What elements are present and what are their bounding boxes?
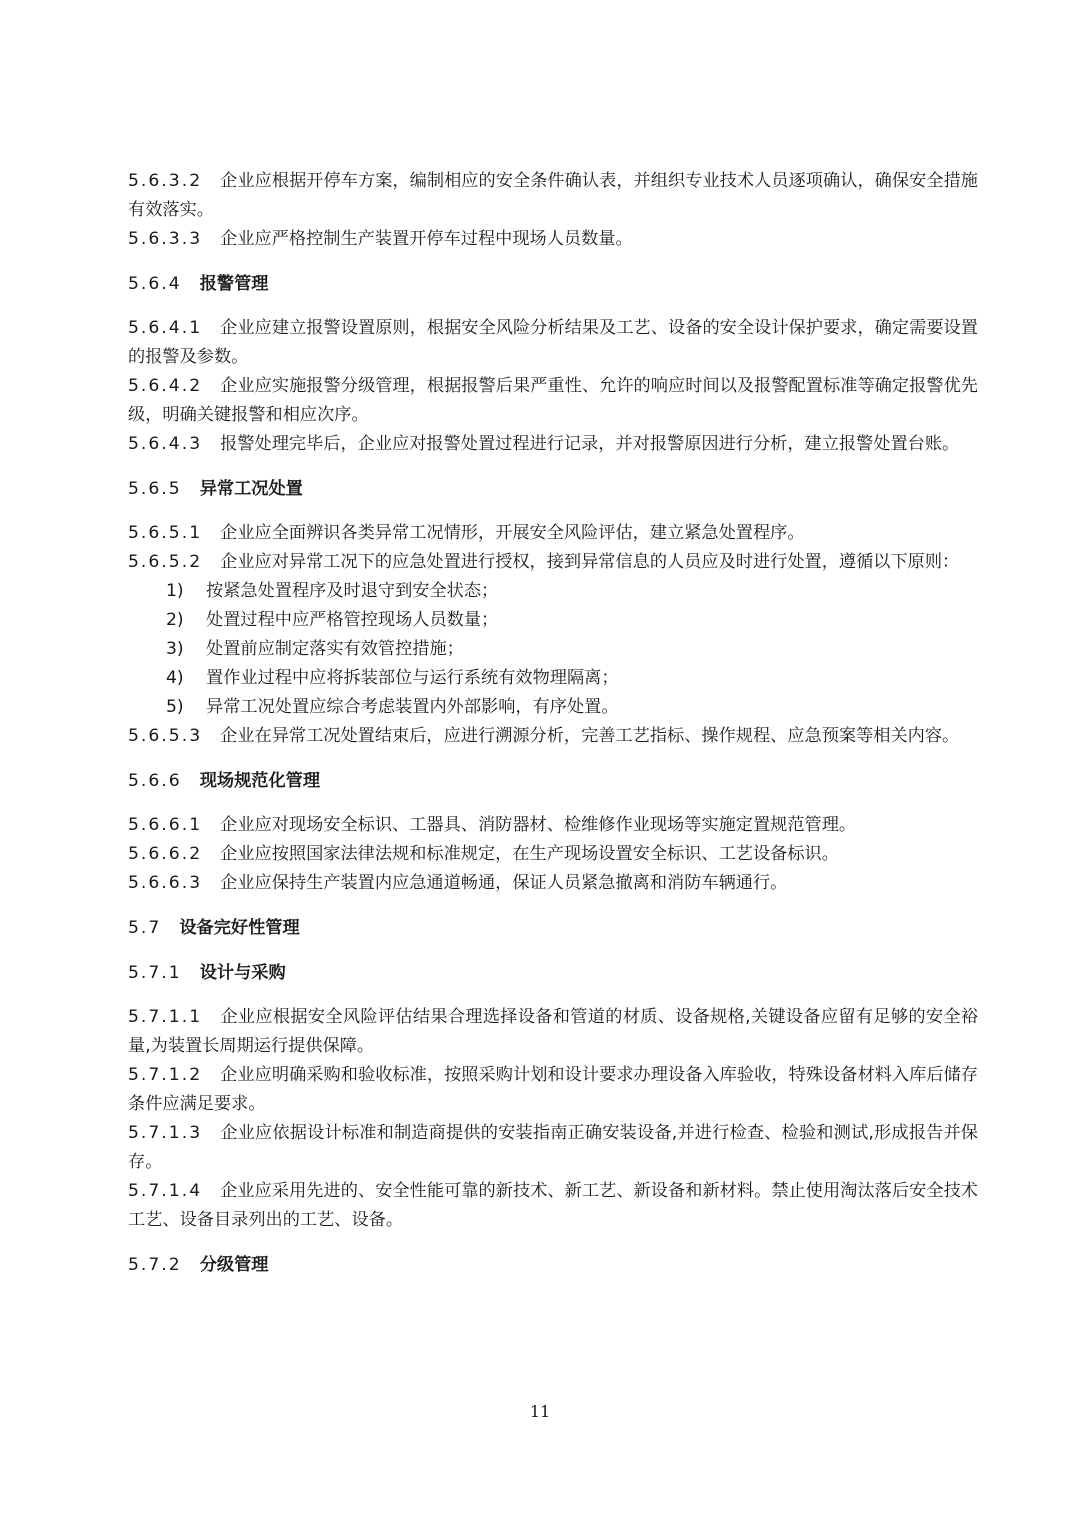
clause-text: 企业应保持生产装置内应急通道畅通，保证人员紧急撤离和消防车辆通行。 — [220, 873, 788, 893]
list-text: 置作业过程中应将拆装部位与运行系统有效物理隔离； — [206, 668, 619, 688]
heading-5-6-4 — [128, 270, 978, 299]
heading-title: 异常工况处置 — [199, 479, 303, 499]
clause-text: 企业应对异常工况下的应急处置进行授权，接到异常信息的人员应及时进行处置，遵循以下原则： — [220, 552, 960, 572]
clause-5-6-4-3 — [128, 430, 978, 459]
clause-5-6-3-2 — [128, 167, 978, 225]
heading-5-6-5 — [128, 475, 978, 504]
clause-text: 企业应明确采购和验收标准，按照采购计划和设计要求办理设备入库验收，特殊设备材料入库后储存条件应满足要求。 — [128, 1065, 978, 1114]
clause-number: 5.6.6.2 — [128, 844, 203, 864]
heading-number: 5.6.5 — [128, 479, 182, 499]
clause-number: 5.6.6.1 — [128, 815, 203, 835]
list-item — [166, 693, 978, 722]
heading-title: 报警管理 — [199, 274, 269, 294]
clause-text: 企业应按照国家法律法规和标准规定，在生产现场设置安全标识、工艺设备标识。 — [220, 844, 839, 864]
clause-number: 5.6.5.3 — [128, 726, 203, 746]
clause-text: 企业在异常工况处置结束后，应进行溯源分析，完善工艺指标、操作规程、应急预案等相关内容。 — [220, 726, 960, 746]
list-item — [166, 664, 978, 693]
clause-number: 5.6.5.2 — [128, 552, 203, 572]
clause-5-6-6-3 — [128, 869, 978, 898]
clause-5-7-1-2 — [128, 1061, 978, 1119]
page-content — [128, 167, 978, 1280]
clause-number: 5.6.4.2 — [128, 376, 203, 396]
list-index: 5) — [166, 697, 184, 717]
clause-number: 5.7.1.3 — [128, 1123, 203, 1143]
list-index: 3) — [166, 639, 184, 659]
heading-5-7-1 — [128, 959, 978, 988]
clause-text: 企业应根据开停车方案，编制相应的安全条件确认表，并组织专业技术人员逐项确认，确保安全措施有效落实。 — [128, 171, 978, 220]
clause-text: 企业应采用先进的、安全性能可靠的新技术、新工艺、新设备和新材料。禁止使用淘汰落后安全技术工艺、设备目录列出的工艺、设备。 — [128, 1181, 978, 1230]
clause-number: 5.7.1.4 — [128, 1181, 203, 1201]
clause-number: 5.6.6.3 — [128, 873, 203, 893]
heading-number: 5.6.6 — [128, 771, 182, 791]
clause-text: 企业应对现场安全标识、工器具、消防器材、检维修作业现场等实施定置规范管理。 — [220, 815, 857, 835]
clause-text: 企业应全面辨识各类异常工况情形，开展安全风险评估，建立紧急处置程序。 — [220, 523, 805, 543]
heading-5-7-2 — [128, 1251, 978, 1280]
clause-text: 报警处理完毕后，企业应对报警处置过程进行记录，并对报警原因进行分析，建立报警处置台账。 — [220, 434, 960, 454]
clause-5-6-5-2 — [128, 548, 978, 577]
heading-title: 设备完好性管理 — [179, 918, 300, 938]
clause-5-6-5-3 — [128, 722, 978, 751]
clause-number: 5.6.3.2 — [128, 171, 203, 191]
list-item — [166, 606, 978, 635]
heading-title: 设计与采购 — [199, 963, 286, 983]
heading-title: 分级管理 — [199, 1255, 269, 1275]
clause-5-6-3-3 — [128, 225, 978, 254]
heading-number: 5.7.2 — [128, 1255, 182, 1275]
list-index: 2) — [166, 610, 184, 630]
clause-number: 5.6.5.1 — [128, 523, 203, 543]
list-text: 处置前应制定落实有效管控措施； — [206, 639, 464, 659]
list-text: 按紧急处置程序及时退守到安全状态； — [206, 581, 499, 601]
heading-title: 现场规范化管理 — [199, 771, 321, 791]
clause-number: 5.7.1.2 — [128, 1065, 203, 1085]
list-item — [166, 635, 978, 664]
heading-number: 5.7.1 — [128, 963, 182, 983]
clause-text: 企业应建立报警设置原则，根据安全风险分析结果及工艺、设备的安全设计保护要求，确定需要设置的报警及参数。 — [128, 318, 978, 367]
list-text: 异常工况处置应综合考虑装置内外部影响，有序处置。 — [206, 697, 619, 717]
heading-number: 5.6.4 — [128, 274, 182, 294]
heading-5-6-6 — [128, 767, 978, 796]
clause-5-7-1-3 — [128, 1119, 978, 1177]
heading-5-7 — [128, 914, 978, 943]
clause-text: 企业应根据安全风险评估结果合理选择设备和管道的材质、设备规格,关键设备应留有足够的安全裕量,为装置长周期运行提供保障。 — [128, 1007, 978, 1056]
clause-number: 5.6.3.3 — [128, 229, 203, 249]
heading-number: 5.7 — [128, 918, 162, 938]
clause-5-6-6-2 — [128, 840, 978, 869]
list-text: 处置过程中应严格管控现场人员数量； — [206, 610, 499, 630]
clause-5-6-6-1 — [128, 811, 978, 840]
clause-number: 5.6.4.3 — [128, 434, 203, 454]
clause-5-6-4-2 — [128, 372, 978, 430]
page-number: 11 — [529, 1402, 551, 1421]
list-index: 1) — [166, 581, 184, 601]
clause-number: 5.7.1.1 — [128, 1007, 203, 1027]
clause-text: 企业应严格控制生产装置开停车过程中现场人员数量。 — [220, 229, 633, 249]
list-item — [166, 577, 978, 606]
clause-5-7-1-4 — [128, 1177, 978, 1235]
clause-5-6-5-1 — [128, 519, 978, 548]
clause-5-6-4-1 — [128, 314, 978, 372]
clause-5-7-1-1 — [128, 1003, 978, 1061]
clause-text: 企业应依据设计标准和制造商提供的安装指南正确安装设备,并进行检查、检验和测试,形成报告并保存。 — [128, 1123, 978, 1172]
clause-text: 企业应实施报警分级管理，根据报警后果严重性、允许的响应时间以及报警配置标准等确定报警优先级，明确关键报警和相应次序。 — [128, 376, 978, 425]
list-index: 4) — [166, 668, 184, 688]
clause-number: 5.6.4.1 — [128, 318, 203, 338]
